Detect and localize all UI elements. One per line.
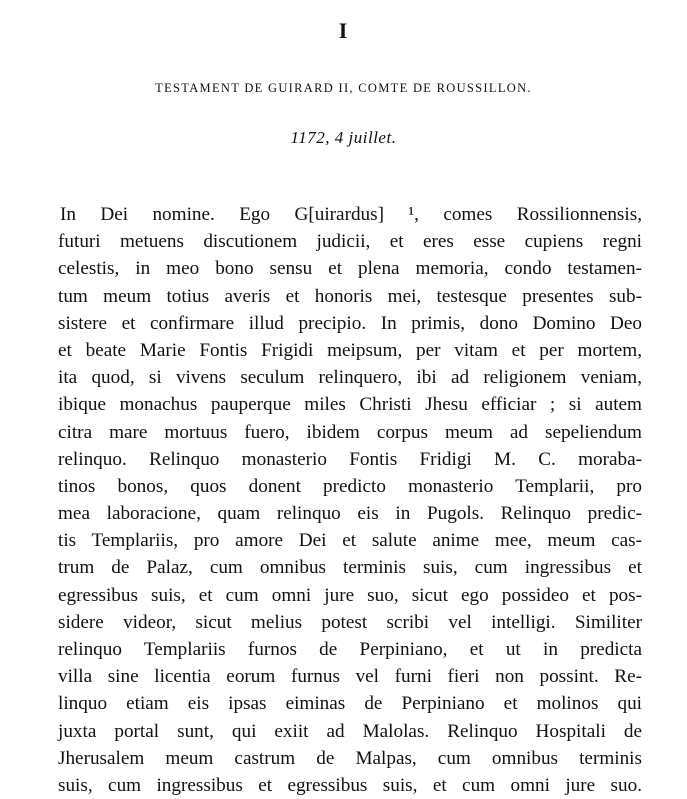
body-line: Jherusalem meum castrum de Malpas, cum omnibus terminis bbox=[58, 747, 642, 769]
body-line: villa sine licentia eorum furnus vel furni fieri non possint. Re- bbox=[58, 666, 642, 688]
body-line: tum meum totius averis et honoris mei, testesque presentes sub- bbox=[58, 285, 642, 307]
body-line: et beate Marie Fontis Frigidi meipsum, per vitam et per mortem, bbox=[58, 339, 642, 361]
body-line: tis Templariis, pro amore Dei et salute anime mee, meum cas- bbox=[58, 530, 642, 552]
body-line: mea laboracione, quam relinquo eis in Pugols. Relinquo predic- bbox=[58, 503, 642, 525]
body-line: relinquo Templariis furnos de Perpiniano, et ut in predicta bbox=[58, 639, 642, 660]
body-line: trum de Palaz, cum omnibus terminis suis, cum ingressibus et bbox=[58, 557, 642, 579]
body-line: sidere videor, sicut melius potest scribi vel intelligi. Similiter bbox=[58, 611, 642, 633]
body-line: ita quod, si vivens seculum relinquero, ibi ad religionem veniam, bbox=[58, 367, 642, 389]
body-line: juxta portal sunt, qui exiit ad Malolas. Relinquo Hospitali de bbox=[58, 720, 642, 742]
body-line: suis, cum ingressibus et egressibus suis, et cum omni jure suo. bbox=[58, 774, 642, 796]
body-line: celestis, in meo bono sensu et plena memoria, condo testamen- bbox=[58, 258, 642, 280]
body-line: In Dei nomine. Ego G[uirardus] ¹, comes Rossilionnensis, bbox=[60, 204, 642, 225]
chapter-number: I bbox=[338, 18, 349, 43]
body-line: linquo etiam eis ipsas eiminas de Perpiniano et molinos qui bbox=[58, 693, 642, 715]
document-date: 1172, 4 juillet. bbox=[290, 128, 397, 147]
body-text bbox=[58, 201, 642, 799]
body-line: relinquo. Relinquo monasterio Fontis Fridigi M. C. moraba- bbox=[58, 448, 642, 470]
document-title: TESTAMENT DE GUIRARD II, COMTE DE ROUSSILLON. bbox=[155, 81, 532, 95]
body-line: ibique monachus pauperque miles Christi Jhesu efficiar ; si autem bbox=[58, 394, 642, 416]
body-line: citra mare mortuus fuero, ibidem corpus meum ad sepeliendum bbox=[58, 421, 642, 443]
body-line: egressibus suis, et cum omni jure suo, sicut ego possideo et pos- bbox=[58, 584, 642, 606]
body-line: sistere et confirmare illud precipio. In primis, dono Domino Deo bbox=[58, 312, 642, 334]
body-line: tinos bonos, quos donent predicto monasterio Templarii, pro bbox=[58, 475, 642, 497]
body-line: futuri metuens discutionem judicii, et eres esse cupiens regni bbox=[58, 231, 642, 253]
